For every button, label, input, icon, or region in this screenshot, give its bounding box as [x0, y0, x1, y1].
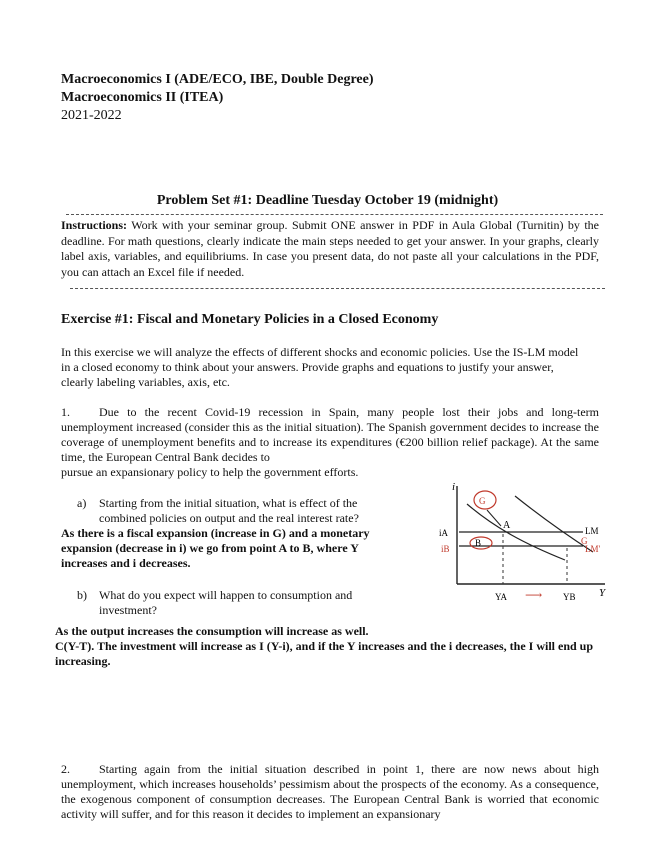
- instructions-label: Instructions:: [61, 218, 128, 232]
- question-1b-text: What do you expect will happen to consumption and: [99, 588, 353, 602]
- ib-label: iB: [441, 544, 450, 554]
- instructions-text: Work with your seminar group. Submit ONE answer in PDF in Aula Global (Turnitin) by the deadline. For math questions, clearly indicate the main steps needed to get your answer. In your graphs, clearly label axis, variables, and equilibriums. In case you present data, do not paste all your calculations in the PDF, you can attach an Excel file if needed.: [61, 218, 599, 279]
- question-2: [61, 762, 599, 822]
- x-axis-label: Y: [599, 587, 606, 599]
- lm-label: LM: [585, 526, 599, 536]
- question-1a-line2: combined policies on output and the real interest rate?: [99, 511, 359, 525]
- question-1-number: 1.: [61, 405, 70, 419]
- shift-arrow: [487, 510, 501, 526]
- g-curve-label: G: [581, 536, 588, 546]
- lm-shifted-label: LM': [585, 544, 601, 554]
- yb-label: YB: [563, 592, 576, 602]
- point-a-label: A: [503, 520, 511, 531]
- question-2-number: 2.: [61, 762, 70, 776]
- question-1b-line2: investment?: [99, 603, 157, 617]
- exercise-title: Exercise #1: Fiscal and Monetary Policies in a Closed Economy: [61, 312, 439, 327]
- course-title-2: Macroeconomics II (ITEA): [61, 90, 224, 105]
- question-1b-answer-line2: C(Y-T). The investment will increase as I (Y-i), and if the Y increases and the i decreases, the I will end up increasing.: [55, 639, 594, 668]
- dashed-divider-bottom: [70, 288, 605, 289]
- question-1b-label: b): [77, 588, 87, 602]
- point-b-label: B: [475, 538, 482, 548]
- question-2-text: Starting again from the initial situation described in point 1, there are now news about high unemployment, which increases households’ pessimism about the prospects of the economy. As a consequence, the exogenous component of consumption decreases. The European Central Bank is worried that economic activity will suffer, and for this reason it decides to implement an expansionary: [61, 762, 599, 821]
- x-shift-arrow: ⟶: [525, 588, 543, 602]
- question-1b-line1: [77, 588, 352, 603]
- academic-year: 2021-2022: [61, 108, 122, 123]
- ia-label: iA: [439, 528, 448, 538]
- is-lm-sketch: [415, 476, 610, 606]
- question-1-text: Due to the recent Covid-19 recession in Spain, many people lost their jobs and long-term unemployment increased (consider this as the initial situation). The Spanish government decides to increase the coverage of unemployment benefits and to increase its expenditures (€200 billion relief package). At the same time, the European Central Bank decides to: [61, 405, 599, 464]
- question-1-text-tail: pursue an expansionary policy to help the government efforts.: [61, 465, 359, 479]
- question-1b-answer-line1: As the output increases the consumption will increase as well.: [55, 624, 369, 638]
- exercise-intro: In this exercise we will analyze the effects of different shocks and economic policies. Use the IS-LM model in a closed economy to think about your answers. Provide graphs and equations to justify your answer, clearly labeling variables, axis, etc.: [61, 345, 579, 389]
- question-1: [61, 405, 599, 465]
- y-axis-label: i: [452, 481, 456, 493]
- course-title-1: Macroeconomics I (ADE/ECO, IBE, Double Degree): [61, 72, 374, 87]
- circled-g-text: G: [479, 496, 486, 506]
- question-1a-line1: [77, 496, 357, 511]
- instructions-block: [61, 218, 599, 280]
- ya-label: YA: [495, 592, 508, 602]
- dashed-divider-top: [66, 214, 603, 215]
- question-1a-answer: As there is a fiscal expansion (increase in G) and a monetary expansion (decrease in i) we go from point A to B, where Y increases and i decreases.: [61, 526, 370, 570]
- question-1a-label: a): [77, 496, 87, 510]
- question-1a-text: Starting from the initial situation, what is effect of the: [99, 496, 358, 510]
- problem-set-title: Problem Set #1: Deadline Tuesday October 19 (midnight): [156, 193, 499, 208]
